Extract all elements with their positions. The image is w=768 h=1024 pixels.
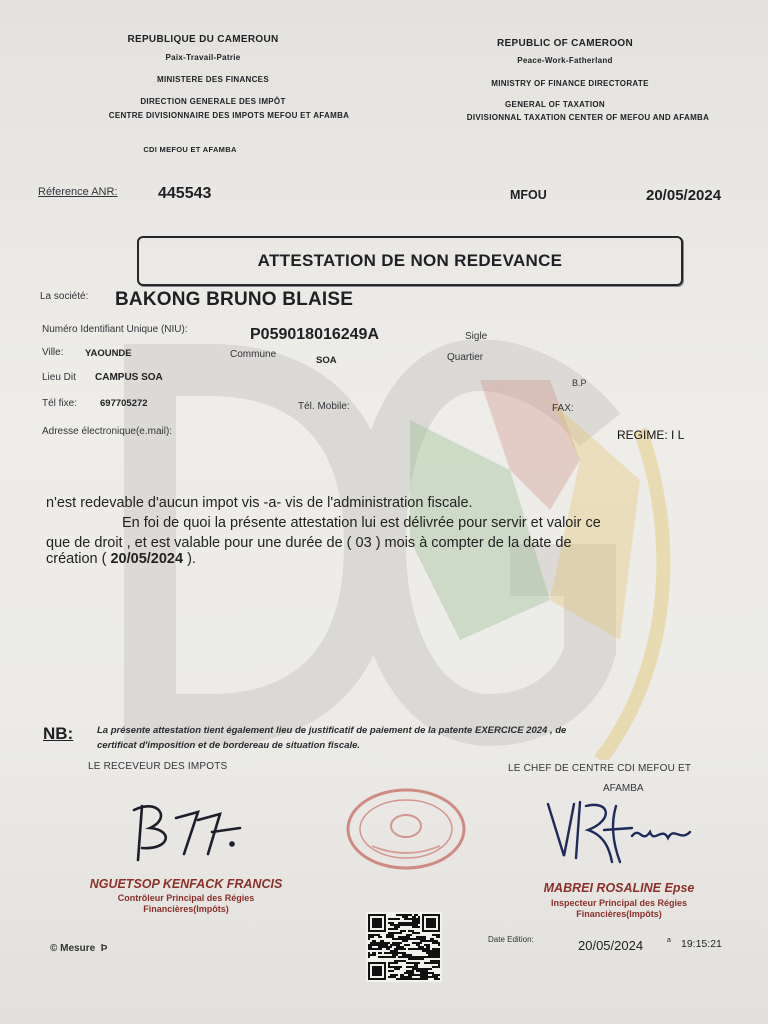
sigle-label: Sigle bbox=[465, 331, 488, 342]
body-line-4 bbox=[46, 551, 196, 567]
mesure-mark-icon: Þ bbox=[97, 943, 108, 954]
reference-label: Réference ANR: bbox=[38, 186, 118, 198]
header-fr-cdi: CDI MEFOU ET AFAMBA bbox=[143, 145, 237, 154]
right-signatory-name: MABREI ROSALINE Epse bbox=[543, 881, 695, 895]
right-signatory-title-1: LE CHEF DE CENTRE CDI MEFOU ET bbox=[508, 763, 692, 774]
document-title-box bbox=[137, 236, 683, 286]
fax-label: FAX: bbox=[552, 403, 574, 414]
lieu-dit-label: Lieu Dit bbox=[42, 372, 76, 383]
edition-date-value: 20/05/2024 bbox=[578, 938, 644, 953]
header-fr-country: REPUBLIQUE DU CAMEROUN bbox=[127, 34, 279, 45]
tel-fixe-label: Tél fixe: bbox=[42, 398, 78, 409]
body-line-3: que de droit , et est valable pour une durée de ( 03 ) mois à compter de la date de bbox=[46, 535, 572, 551]
right-signatory-role-1: Inspecteur Principal des Régies bbox=[550, 898, 688, 908]
reference-place: MFOU bbox=[510, 188, 547, 202]
header-en-country: REPUBLIC OF CAMEROON bbox=[497, 38, 633, 49]
header-en-center: DIVISIONNAL TAXATION CENTER OF MEFOU AND AFAMBA bbox=[466, 113, 710, 122]
creation-date: 20/05/2024 bbox=[110, 551, 184, 567]
body-line-2: En foi de quoi la présente attestation lui est délivrée pour servir et valoir ce bbox=[122, 515, 601, 531]
edition-time-value: 19:15:21 bbox=[681, 938, 722, 950]
lieu-dit-value: CAMPUS SOA bbox=[95, 372, 163, 383]
header-en-motto: Peace-Work-Fatherland bbox=[517, 56, 613, 65]
commune-label: Commune bbox=[230, 349, 277, 360]
ville-value: YAOUNDE bbox=[85, 348, 132, 359]
left-signature-image bbox=[128, 798, 248, 866]
header-fr-direction: DIRECTION GENERALE DES IMPÔT bbox=[140, 97, 286, 106]
left-signatory-name: NGUETSOP KENFACK FRANCIS bbox=[89, 877, 283, 891]
nb-line-2: certificat d'imposition et de bordereau de situation fiscale. bbox=[97, 740, 361, 751]
header-fr-center: CENTRE DIVISIONNAIRE DES IMPOTS MEFOU ET AFAMBA bbox=[108, 111, 350, 120]
commune-value: SOA bbox=[316, 355, 337, 366]
creation-prefix: création ( bbox=[46, 551, 107, 567]
document-title: ATTESTATION DE NON REDEVANCE bbox=[257, 251, 563, 270]
niu-value: P059018016249A bbox=[250, 326, 380, 343]
niu-label: Numéro Identifiant Unique (NIU): bbox=[42, 324, 188, 335]
right-signatory-title-2: AFAMBA bbox=[603, 783, 644, 794]
left-signatory-role-2: Financières(Impôts) bbox=[143, 904, 229, 914]
ville-label: Ville: bbox=[42, 347, 64, 358]
edition-separator: a bbox=[667, 937, 671, 944]
header-fr-motto: Paix-Travail-Patrie bbox=[165, 53, 241, 62]
regime-value: REGIME: I L bbox=[617, 428, 685, 442]
header-fr-ministry: MINISTERE DES FINANCES bbox=[157, 75, 269, 84]
bp-label: B.P bbox=[572, 378, 587, 388]
company-label: La société: bbox=[40, 291, 89, 302]
tel-mobile-label: Tél. Mobile: bbox=[298, 401, 350, 412]
official-stamp-image bbox=[344, 786, 468, 872]
creation-suffix: ). bbox=[187, 551, 196, 567]
qr-code-image bbox=[366, 912, 442, 982]
body-line-1: n'est redevable d'aucun impot vis -a- vis de l'administration fiscale. bbox=[46, 495, 473, 511]
quartier-label: Quartier bbox=[447, 352, 484, 363]
company-name: BAKONG BRUNO BLAISE bbox=[115, 289, 354, 310]
reference-number: 445543 bbox=[158, 185, 212, 202]
left-signatory-title: LE RECEVEUR DES IMPOTS bbox=[88, 761, 228, 772]
right-signature-image bbox=[540, 796, 700, 870]
mesure-text: © Mesure bbox=[50, 943, 96, 954]
left-signatory-role-1: Contrôleur Principal des Régies bbox=[117, 893, 255, 903]
mesure-label bbox=[50, 943, 107, 954]
nb-line-1: La présente attestation tient également lieu de justificatif de paiement de la patente EXERCICE 2024 , de bbox=[97, 725, 567, 736]
tel-fixe-value: 697705272 bbox=[100, 398, 148, 409]
right-signatory-role-2: Financières(Impôts) bbox=[576, 909, 662, 919]
header-en-direction: GENERAL OF TAXATION bbox=[505, 100, 605, 109]
reference-date: 20/05/2024 bbox=[646, 187, 722, 204]
edition-date-label: Date Edition: bbox=[488, 935, 534, 944]
header-en-ministry: MINISTRY OF FINANCE DIRECTORATE bbox=[491, 79, 649, 88]
nb-label: NB: bbox=[43, 724, 74, 743]
email-label: Adresse électronique(e.mail): bbox=[42, 426, 173, 437]
